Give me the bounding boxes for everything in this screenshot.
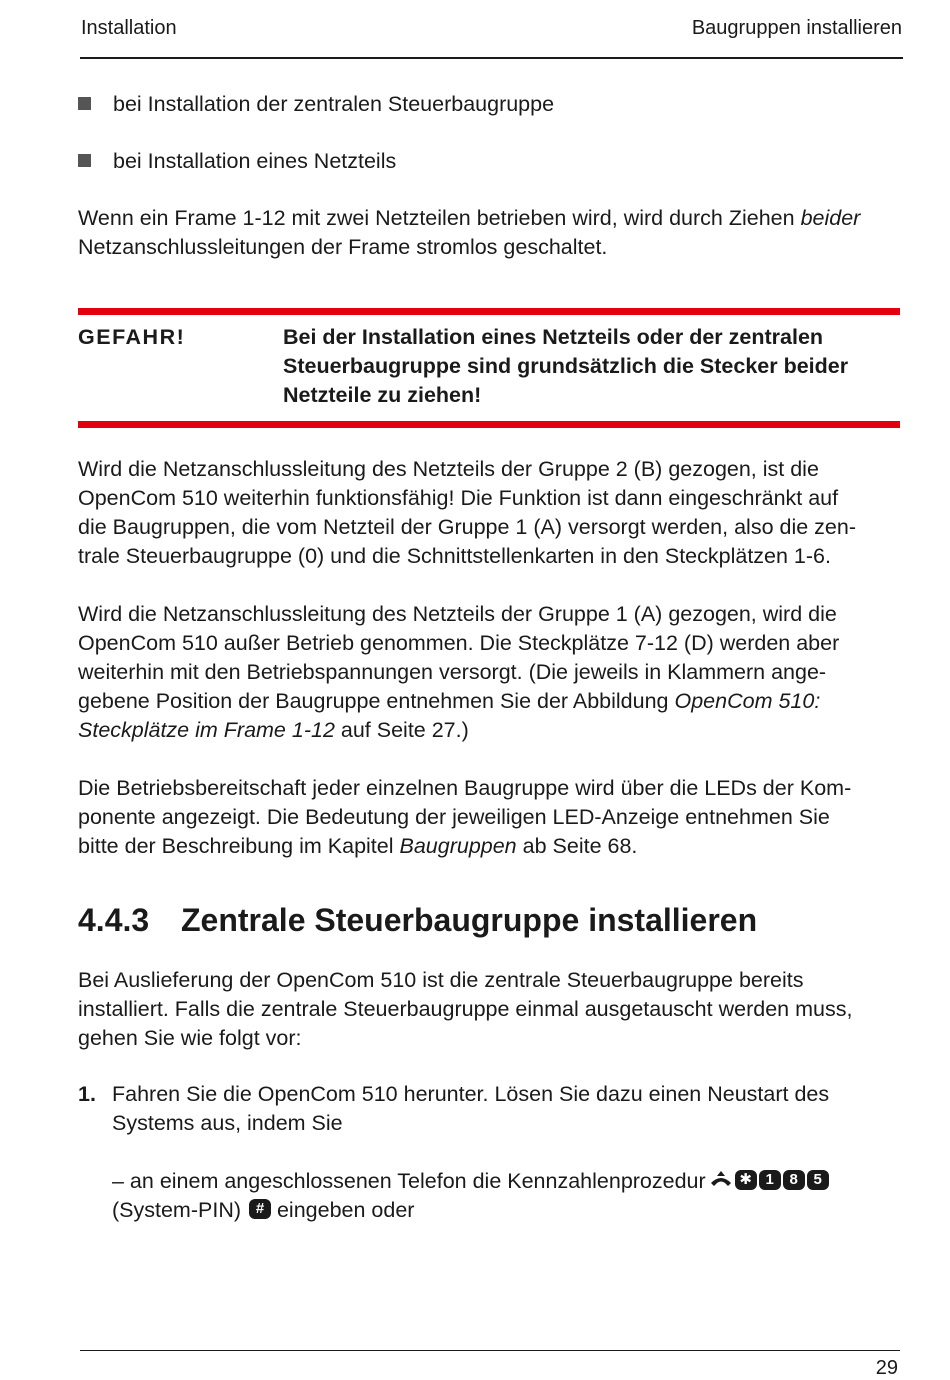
star-key-icon: ✱ [735,1170,757,1190]
text-span: eingeben oder [276,1198,415,1222]
paragraph-line [78,687,904,716]
paragraph-line: trale Steuerbaugruppe (0) und die Schnittstellenkarten in den Steckplätzen 1-6. [78,544,831,568]
danger-line: Steuerbaugruppe sind grundsätzlich die Stecker beider [283,354,849,378]
step-line: Systems aus, indem Sie [112,1111,343,1135]
paragraph-line: installiert. Falls die zentrale Steuerbaugruppe einmal ausgetauscht werden muss, [78,997,853,1021]
bullet-text: bei Installation eines Netzteils [113,149,397,173]
paragraph-line: die Baugruppen, die vom Netzteil der Gruppe 1 (A) versorgt werden, also die zen- [78,515,856,539]
paragraph-group1 [78,600,904,745]
digit-key-icon: 5 [807,1170,829,1190]
handset-lift-icon [709,1169,733,1189]
paragraph-group2 [78,455,904,571]
step-text [112,1080,902,1225]
paragraph-line [78,204,904,233]
header-section: Baugruppen installieren [691,17,902,39]
paragraph-line: gehen Sie wie folgt vor: [78,1026,302,1050]
emphasis-text: beider [800,206,861,230]
paragraph-line: OpenCom 510 weiterhin funktionsfähig! Die Funktion ist dann eingeschränkt auf [78,486,839,510]
paragraph-line: Wird die Netzanschlussleitung des Netzteils der Gruppe 1 (A) gezogen, wird die [78,602,837,626]
paragraph-line: Bei Auslieferung der OpenCom 510 ist die zentrale Steuerbaugruppe bereits [78,968,804,992]
paragraph-line [78,716,904,745]
danger-line: Netzteile zu ziehen! [283,383,482,407]
text-span: ab Seite 68. [516,834,638,858]
paragraph-frame [78,204,904,262]
header-divider [80,57,903,59]
header-chapter: Installation [81,17,177,39]
digit-key-icon: 8 [783,1170,805,1190]
section-title: Zentrale Steuerbaugruppe installieren [181,902,758,938]
danger-bottom-bar [78,421,900,428]
text-span: – an einem angeschlossenen Telefon die Kennzahlenprozedur [112,1169,706,1193]
figure-reference: OpenCom 510: [674,689,821,713]
bullet-item [78,89,554,119]
chapter-reference: Baugruppen [399,834,517,858]
figure-reference: Steckplätze im Frame 1-12 [78,718,335,742]
hash-key-icon: # [249,1199,271,1219]
text-span: Wenn ein Frame 1-12 mit zwei Netzteilen betrieben wird, wird durch Ziehen [78,206,801,230]
danger-top-bar [78,308,900,315]
bullet-item [78,146,396,176]
danger-text [283,323,903,410]
bullet-square-icon [78,97,91,110]
paragraph-line [78,832,904,861]
text-span: gebene Position der Baugruppe entnehmen Sie der Abbildung [78,689,675,713]
footer-divider [80,1350,900,1351]
text-span: (System-PIN) [112,1198,241,1222]
paragraph-line: Die Betriebsbereitschaft jeder einzelnen Baugruppe wird über die LEDs der Kom- [78,776,852,800]
step-line: Fahren Sie die OpenCom 510 herunter. Lösen Sie dazu einen Neustart des [112,1082,830,1106]
paragraph-intro [78,966,904,1053]
step-spacer [112,1138,902,1167]
section-heading [78,900,757,940]
paragraph-line: weiterhin mit den Betriebspannungen versorgt. (Die jeweils in Klammern ange- [78,660,827,684]
step-line [112,1196,902,1225]
bullet-square-icon [78,154,91,167]
danger-line: Bei der Installation eines Netzteils oder der zentralen [283,325,824,349]
step-number: 1. [78,1082,96,1106]
section-number: 4.4.3 [78,902,150,938]
step-line [112,1167,902,1196]
page-number: 29 [875,1357,898,1379]
paragraph-line: OpenCom 510 außer Betrieb genommen. Die Steckplätze 7-12 (D) werden aber [78,631,840,655]
digit-key-icon: 1 [759,1170,781,1190]
paragraph-leds [78,774,904,861]
paragraph-line: ponente angezeigt. Die Bedeutung der jeweiligen LED-Anzeige entnehmen Sie [78,805,830,829]
text-span: bitte der Beschreibung im Kapitel [78,834,400,858]
bullet-text: bei Installation der zentralen Steuerbaugruppe [113,92,555,116]
text-span: auf Seite 27.) [334,718,469,742]
paragraph-line: Wird die Netzanschlussleitung des Netzteils der Gruppe 2 (B) gezogen, ist die [78,457,819,481]
paragraph-line: Netzanschlussleitungen der Frame stromlos geschaltet. [78,235,608,259]
danger-label: GEFAHR! [78,325,186,349]
